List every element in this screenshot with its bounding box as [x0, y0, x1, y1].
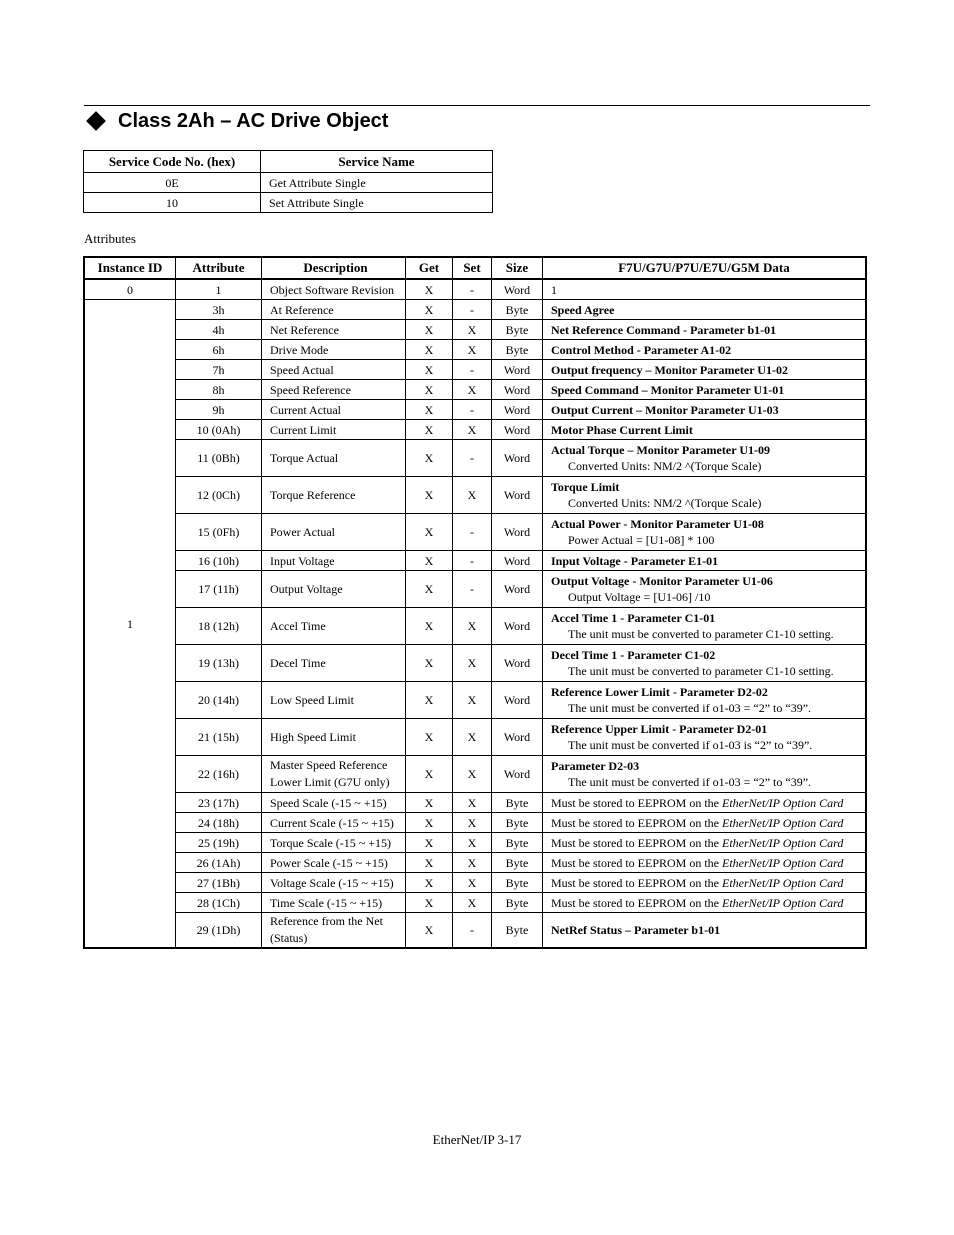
size-cell: Word: [492, 279, 543, 300]
set-cell: X: [453, 756, 492, 793]
service-table-header: [84, 151, 493, 173]
data-title: Reference Lower Limit - Parameter D2-02: [551, 685, 768, 699]
data-cell: [543, 756, 867, 793]
eeprom-option-card: EtherNet/IP Option Card: [722, 815, 844, 830]
attributes-table-header: [84, 257, 866, 279]
get-cell: X: [406, 300, 453, 320]
set-cell: X: [453, 380, 492, 400]
set-cell: X: [453, 719, 492, 756]
size-cell: Word: [492, 380, 543, 400]
table-row: [84, 913, 866, 949]
eeprom-prefix: Must be stored to EEPROM on the: [551, 835, 722, 850]
attribute-cell: 20 (14h): [176, 682, 262, 719]
description-cell: Voltage Scale (-15 ~ +15): [262, 873, 406, 893]
table-row: [84, 608, 866, 645]
description-cell: Speed Scale (-15 ~ +15): [262, 793, 406, 813]
get-cell: X: [406, 682, 453, 719]
size-cell: Byte: [492, 813, 543, 833]
data-title: Torque Limit: [551, 480, 620, 494]
description-cell: Time Scale (-15 ~ +15): [262, 893, 406, 913]
data-note: The unit must be converted if o1-03 = “2” to “39”.: [568, 775, 812, 789]
data-title: Actual Torque – Monitor Parameter U1-09: [551, 443, 770, 457]
description-cell: Current Actual: [262, 400, 406, 420]
description-cell: Output Voltage: [262, 571, 406, 608]
get-cell: X: [406, 833, 453, 853]
table-row: [84, 300, 866, 320]
service-row: [84, 193, 493, 213]
eeprom-prefix: Must be stored to EEPROM on the: [551, 855, 722, 870]
attribute-cell: 6h: [176, 340, 262, 360]
data-title: Control Method - Parameter A1-02: [551, 342, 732, 357]
data-cell: [543, 893, 867, 913]
service-name-header: Service Name: [261, 151, 493, 173]
description-cell: Speed Actual: [262, 360, 406, 380]
get-cell: X: [406, 608, 453, 645]
data-title: Output frequency – Monitor Parameter U1-02: [551, 362, 788, 377]
table-row: [84, 514, 866, 551]
table-row: [84, 320, 866, 340]
attribute-cell: 22 (16h): [176, 756, 262, 793]
service-row: [84, 173, 493, 193]
get-cell: X: [406, 913, 453, 949]
description-cell: Power Scale (-15 ~ +15): [262, 853, 406, 873]
data-cell: [543, 813, 867, 833]
attribute-cell: 11 (0Bh): [176, 440, 262, 477]
data-title: Decel Time 1 - Parameter C1-02: [551, 648, 716, 662]
data-title: NetRef Status – Parameter b1-01: [551, 923, 721, 937]
data-title: Motor Phase Current Limit: [551, 422, 693, 437]
set-cell: X: [453, 682, 492, 719]
attribute-cell: 4h: [176, 320, 262, 340]
size-cell: Word: [492, 360, 543, 380]
data-title: Output Current – Monitor Parameter U1-03: [551, 402, 779, 417]
data-cell: [543, 320, 867, 340]
data-cell: 1: [543, 279, 867, 300]
data-cell: [543, 608, 867, 645]
data-cell: [543, 645, 867, 682]
table-row: [84, 719, 866, 756]
data-note: Converted Units: NM/2 ^(Torque Scale): [568, 496, 762, 510]
size-cell: Byte: [492, 300, 543, 320]
service-code-table: [83, 150, 493, 213]
set-cell: -: [453, 279, 492, 300]
description-cell: Drive Mode: [262, 340, 406, 360]
data-cell: [543, 913, 867, 949]
attribute-cell: 3h: [176, 300, 262, 320]
data-note: The unit must be converted to parameter C1-10 setting.: [568, 664, 834, 678]
instance-id-cell: 1: [84, 300, 176, 949]
data-title: Actual Power - Monitor Parameter U1-08: [551, 517, 764, 531]
size-cell: Word: [492, 420, 543, 440]
get-cell: X: [406, 645, 453, 682]
get-cell: X: [406, 719, 453, 756]
data-cell: [543, 380, 867, 400]
page-footer: EtherNet/IP 3-17: [432, 1132, 522, 1147]
description-cell: Low Speed Limit: [262, 682, 406, 719]
service-name-cell: Get Attribute Single: [261, 173, 493, 193]
data-cell: [543, 420, 867, 440]
data-cell: [543, 514, 867, 551]
size-cell: Word: [492, 440, 543, 477]
attribute-cell: 26 (1Ah): [176, 853, 262, 873]
service-code-cell: 0E: [84, 173, 261, 193]
eeprom-option-card: EtherNet/IP Option Card: [722, 835, 844, 850]
table-row: [84, 853, 866, 873]
size-cell: Word: [492, 400, 543, 420]
set-cell: X: [453, 645, 492, 682]
attribute-cell: 28 (1Ch): [176, 893, 262, 913]
description-cell: Object Software Revision: [262, 279, 406, 300]
set-cell: X: [453, 340, 492, 360]
get-header: Get: [406, 257, 453, 279]
table-row: [84, 340, 866, 360]
service-code-header: Service Code No. (hex): [84, 151, 261, 173]
get-cell: X: [406, 853, 453, 873]
table-row: [84, 756, 866, 793]
attribute-cell: 10 (0Ah): [176, 420, 262, 440]
attribute-cell: 8h: [176, 380, 262, 400]
data-cell: [543, 719, 867, 756]
attribute-cell: 12 (0Ch): [176, 477, 262, 514]
data-title: Speed Command – Monitor Parameter U1-01: [551, 382, 785, 397]
set-cell: X: [453, 477, 492, 514]
table-row: [84, 551, 866, 571]
data-cell: [543, 793, 867, 813]
set-cell: -: [453, 551, 492, 571]
description-cell: Torque Scale (-15 ~ +15): [262, 833, 406, 853]
service-code-cell: 10: [84, 193, 261, 213]
data-title: Reference Upper Limit - Parameter D2-01: [551, 722, 768, 736]
size-cell: Word: [492, 756, 543, 793]
data-cell: [543, 340, 867, 360]
size-cell: Word: [492, 608, 543, 645]
size-cell: Byte: [492, 853, 543, 873]
description-cell: Accel Time: [262, 608, 406, 645]
size-cell: Word: [492, 719, 543, 756]
description-cell: Power Actual: [262, 514, 406, 551]
description-cell: Current Scale (-15 ~ +15): [262, 813, 406, 833]
table-row: [84, 571, 866, 608]
set-cell: -: [453, 400, 492, 420]
description-cell: Current Limit: [262, 420, 406, 440]
get-cell: X: [406, 813, 453, 833]
size-cell: Byte: [492, 893, 543, 913]
get-cell: X: [406, 571, 453, 608]
eeprom-option-card: EtherNet/IP Option Card: [722, 855, 844, 870]
get-cell: X: [406, 360, 453, 380]
size-cell: Byte: [492, 320, 543, 340]
data-cell: [543, 400, 867, 420]
set-cell: X: [453, 873, 492, 893]
table-row: [84, 893, 866, 913]
data-header: F7U/G7U/P7U/E7U/G5M Data: [543, 257, 867, 279]
attribute-cell: 25 (19h): [176, 833, 262, 853]
table-row: [84, 279, 866, 300]
get-cell: X: [406, 420, 453, 440]
description-cell: Reference from the Net (Status): [262, 913, 406, 949]
data-title: Output Voltage - Monitor Parameter U1-06: [551, 574, 773, 588]
data-title: Speed Agree: [551, 302, 615, 317]
table-row: [84, 793, 866, 813]
table-row: [84, 833, 866, 853]
set-cell: -: [453, 360, 492, 380]
data-cell: [543, 440, 867, 477]
data-title: Input Voltage - Parameter E1-01: [551, 553, 719, 568]
data-title: Accel Time 1 - Parameter C1-01: [551, 611, 716, 625]
eeprom-prefix: Must be stored to EEPROM on the: [551, 795, 722, 810]
set-cell: -: [453, 440, 492, 477]
set-cell: X: [453, 420, 492, 440]
table-row: [84, 682, 866, 719]
get-cell: X: [406, 551, 453, 571]
description-cell: High Speed Limit: [262, 719, 406, 756]
attribute-cell: 24 (18h): [176, 813, 262, 833]
description-cell: Decel Time: [262, 645, 406, 682]
table-row: [84, 380, 866, 400]
description-header: Description: [262, 257, 406, 279]
data-note: The unit must be converted if o1-03 = “2” to “39”.: [568, 701, 812, 715]
attribute-cell: 29 (1Dh): [176, 913, 262, 949]
eeprom-prefix: Must be stored to EEPROM on the: [551, 815, 722, 830]
eeprom-option-card: EtherNet/IP Option Card: [722, 795, 844, 810]
attribute-cell: 1: [176, 279, 262, 300]
set-cell: X: [453, 813, 492, 833]
description-cell: Torque Reference: [262, 477, 406, 514]
description-cell: Speed Reference: [262, 380, 406, 400]
service-name-cell: Set Attribute Single: [261, 193, 493, 213]
set-header: Set: [453, 257, 492, 279]
data-cell: [543, 682, 867, 719]
size-cell: Byte: [492, 340, 543, 360]
eeprom-prefix: Must be stored to EEPROM on the: [551, 895, 722, 910]
attribute-cell: 7h: [176, 360, 262, 380]
size-cell: Word: [492, 571, 543, 608]
get-cell: X: [406, 400, 453, 420]
table-row: [84, 813, 866, 833]
get-cell: X: [406, 279, 453, 300]
data-note: The unit must be converted if o1-03 is “2” to “39”.: [568, 738, 813, 752]
set-cell: X: [453, 893, 492, 913]
attribute-cell: 17 (11h): [176, 571, 262, 608]
data-cell: [543, 360, 867, 380]
heading-text: Class 2Ah – AC Drive Object: [118, 110, 389, 132]
get-cell: X: [406, 320, 453, 340]
get-cell: X: [406, 756, 453, 793]
set-cell: -: [453, 300, 492, 320]
table-row: [84, 477, 866, 514]
set-cell: X: [453, 853, 492, 873]
data-cell: [543, 551, 867, 571]
get-cell: X: [406, 793, 453, 813]
instance-id-cell: 0: [84, 279, 176, 300]
table-row: [84, 400, 866, 420]
description-cell: Torque Actual: [262, 440, 406, 477]
attribute-cell: 21 (15h): [176, 719, 262, 756]
size-cell: Word: [492, 682, 543, 719]
get-cell: X: [406, 340, 453, 360]
attribute-cell: 27 (1Bh): [176, 873, 262, 893]
table-row: [84, 873, 866, 893]
section-heading: [84, 108, 388, 134]
size-cell: Byte: [492, 913, 543, 949]
size-cell: Byte: [492, 833, 543, 853]
attribute-header: Attribute: [176, 257, 262, 279]
eeprom-option-card: EtherNet/IP Option Card: [722, 895, 844, 910]
attribute-cell: 15 (0Fh): [176, 514, 262, 551]
attribute-cell: 23 (17h): [176, 793, 262, 813]
set-cell: -: [453, 571, 492, 608]
get-cell: X: [406, 477, 453, 514]
diamond-bullet-icon: [86, 111, 106, 131]
data-cell: [543, 300, 867, 320]
data-note: Output Voltage = [U1-06] /10: [568, 590, 711, 604]
data-note: Power Actual = [U1-08] * 100: [568, 533, 715, 547]
set-cell: -: [453, 913, 492, 949]
description-cell: Master Speed Reference Lower Limit (G7U only): [262, 756, 406, 793]
table-row: [84, 360, 866, 380]
attributes-table: [83, 256, 867, 949]
attribute-cell: 18 (12h): [176, 608, 262, 645]
size-cell: Word: [492, 645, 543, 682]
set-cell: X: [453, 793, 492, 813]
set-cell: X: [453, 320, 492, 340]
set-cell: X: [453, 608, 492, 645]
attribute-cell: 16 (10h): [176, 551, 262, 571]
data-cell: [543, 873, 867, 893]
table-row: [84, 440, 866, 477]
attribute-cell: 9h: [176, 400, 262, 420]
description-cell: Input Voltage: [262, 551, 406, 571]
size-cell: Word: [492, 551, 543, 571]
eeprom-prefix: Must be stored to EEPROM on the: [551, 875, 722, 890]
get-cell: X: [406, 440, 453, 477]
data-cell: [543, 477, 867, 514]
description-cell: Net Reference: [262, 320, 406, 340]
set-cell: X: [453, 833, 492, 853]
attribute-cell: 19 (13h): [176, 645, 262, 682]
table-row: [84, 420, 866, 440]
get-cell: X: [406, 514, 453, 551]
data-cell: [543, 571, 867, 608]
set-cell: -: [453, 514, 492, 551]
get-cell: X: [406, 873, 453, 893]
size-cell: Word: [492, 514, 543, 551]
header-rule: [84, 105, 870, 106]
size-cell: Byte: [492, 873, 543, 893]
size-cell: Byte: [492, 793, 543, 813]
data-cell: [543, 853, 867, 873]
data-title: Parameter D2-03: [551, 759, 640, 773]
data-note: Converted Units: NM/2 ^(Torque Scale): [568, 459, 762, 473]
get-cell: X: [406, 380, 453, 400]
description-cell: At Reference: [262, 300, 406, 320]
data-note: The unit must be converted to parameter C1-10 setting.: [568, 627, 834, 641]
size-cell: Word: [492, 477, 543, 514]
attributes-label: Attributes: [84, 231, 136, 246]
eeprom-option-card: EtherNet/IP Option Card: [722, 875, 844, 890]
table-row: [84, 645, 866, 682]
get-cell: X: [406, 893, 453, 913]
data-title: Net Reference Command - Parameter b1-01: [551, 322, 777, 337]
size-header: Size: [492, 257, 543, 279]
data-cell: [543, 833, 867, 853]
instance-id-header: Instance ID: [84, 257, 176, 279]
